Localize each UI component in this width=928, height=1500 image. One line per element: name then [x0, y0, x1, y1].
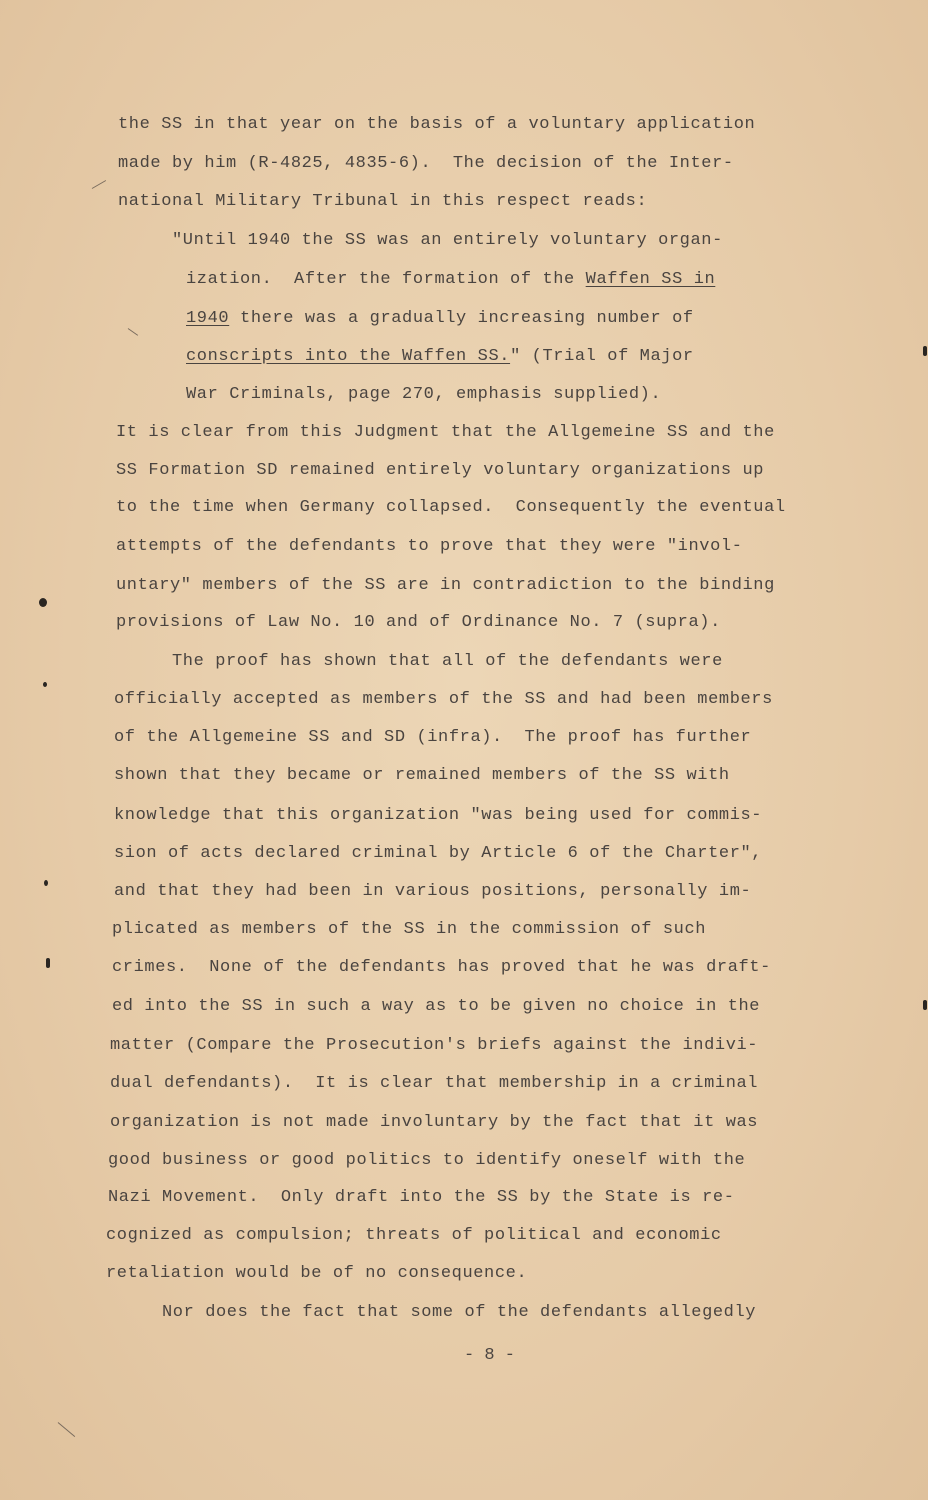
margin-speck: [46, 958, 50, 968]
text-line: attempts of the defendants to prove that they were "invol-: [116, 537, 743, 556]
text-line: cognized as compulsion; threats of political and economic: [106, 1226, 722, 1245]
text-line: knowledge that this organization "was being used for commis-: [114, 806, 763, 825]
quote-line: "Until 1940 the SS was an entirely voluntary organ-: [172, 231, 723, 250]
text-line: of the Allgemeine SS and SD (infra). The proof has further: [114, 728, 752, 747]
text-line: Nazi Movement. Only draft into the SS by the State is re-: [108, 1188, 735, 1207]
margin-speck: [43, 682, 47, 687]
text-line: matter (Compare the Prosecution's briefs against the indivi-: [110, 1036, 759, 1055]
text-line: made by him (R-4825, 4835-6). The decision of the Inter-: [118, 154, 734, 173]
text-line: the SS in that year on the basis of a voluntary application: [118, 115, 756, 134]
quote-line: War Criminals, page 270, emphasis supplied).: [186, 385, 662, 404]
text-line: officially accepted as members of the SS and had been members: [114, 690, 773, 709]
text-line: and that they had been in various positions, personally im-: [114, 882, 752, 901]
quote-text: ization. After the formation of the: [186, 270, 586, 289]
text-line: national Military Tribunal in this respect reads:: [118, 192, 648, 211]
emphasized-text: 1940: [186, 309, 230, 328]
text-line: shown that they became or remained members of the SS with: [114, 766, 730, 785]
text-line: plicated as members of the SS in the commission of such: [112, 920, 707, 939]
pencil-mark: [92, 180, 106, 189]
paragraph-first-line: Nor does the fact that some of the defendants allegedly: [162, 1303, 757, 1322]
text-line: ed into the SS in such a way as to be given no choice in the: [112, 997, 761, 1016]
text-line: crimes. None of the defendants has proved that he was draft-: [112, 958, 771, 977]
pencil-mark: [58, 1422, 75, 1437]
margin-speck: [923, 346, 927, 356]
text-line: organization is not made involuntary by the fact that it was: [110, 1113, 759, 1132]
quote-line: [186, 347, 694, 367]
text-line: SS Formation SD remained entirely voluntary organizations up: [116, 461, 765, 480]
text-line: It is clear from this Judgment that the Allgemeine SS and the: [116, 423, 775, 442]
text-line: dual defendants). It is clear that membership in a criminal: [110, 1074, 759, 1093]
text-line: to the time when Germany collapsed. Consequently the eventual: [116, 498, 786, 517]
text-line: good business or good politics to identify oneself with the: [108, 1151, 746, 1170]
quote-line: [186, 270, 715, 290]
emphasized-text: conscripts into the Waffen SS.: [186, 347, 511, 366]
text-line: provisions of Law No. 10 and of Ordinance No. 7 (supra).: [116, 613, 721, 632]
paragraph-first-line: The proof has shown that all of the defendants were: [172, 652, 723, 671]
text-line: sion of acts declared criminal by Article 6 of the Charter",: [114, 844, 763, 863]
quote-text: " (Trial of Major: [510, 347, 694, 366]
text-line: untary" members of the SS are in contradiction to the binding: [116, 576, 775, 595]
margin-speck: [44, 880, 48, 886]
quote-line: [186, 309, 694, 329]
page-number: - 8 -: [464, 1346, 516, 1365]
text-line: retaliation would be of no consequence.: [106, 1264, 528, 1283]
pencil-mark: [128, 328, 138, 336]
margin-speck: [39, 598, 47, 607]
emphasized-text: Waffen SS in: [585, 270, 716, 289]
quote-text: there was a gradually increasing number of: [229, 309, 694, 328]
margin-speck: [923, 1000, 927, 1010]
